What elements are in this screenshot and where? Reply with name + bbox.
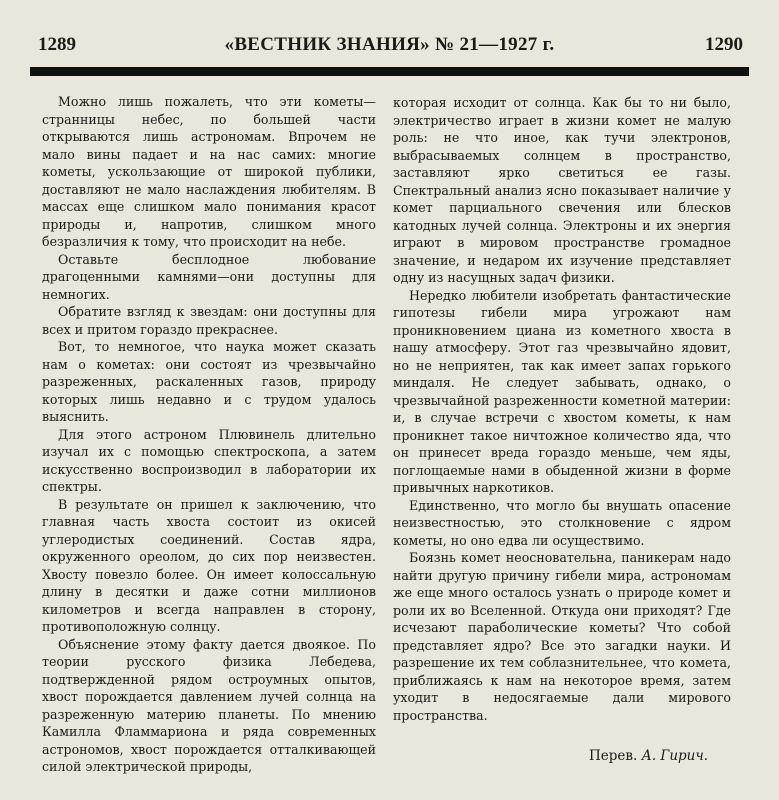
page-number-right: 1290 <box>705 34 743 55</box>
paragraph: Вот, то немногое, что наука может сказать нам о кометах: они состоят из чрезвычайно разреженных, раскаленных газов, природу которых лишь недавно и с трудом удалось выяснить. <box>42 339 376 424</box>
page-header <box>0 26 779 56</box>
paragraph: Единственно, что могло бы внушать опасение неизвестностью, это столкновение с ядром кометы, но оно едва ли осуществимо. <box>393 497 731 548</box>
left-column <box>42 93 376 776</box>
paragraph: Боязнь комет неосновательна, паникерам надо найти другую причину гибели мира, астрономам же еще много осталось узнать о природе комет и роли их во Вселенной. Откуда они приходят? Где исчезают параболические кометы? Что собой представляет ядро? Все это загадки науки. И разрешение их тем соблазнительнее, что комета, приближаясь к нам на некоторое время, затем уходит в недосягаемые дали мирового пространства. <box>393 550 731 723</box>
journal-title: «ВЕСТНИК ЗНАНИЯ» № 21—1927 г. <box>224 34 555 55</box>
paragraph: Можно лишь пожалеть, что эти кометы—странницы небес, по большей части открываются лишь астрономам. Впрочем не мало вины падает и на нас самих: многие кометы, ускользающие от широкой публики, доставляют не мало наслаждения любителям. В массах еще слишком мало понимания красот природы и, напротив, слишком много безразличия к тому, что происходит на небе. <box>42 94 376 249</box>
right-column <box>393 94 731 724</box>
signature-author: А. Гирич. <box>641 748 709 764</box>
paragraph: Нередко любители изобретать фантастические гипотезы гибели мира угрожают нам проникновением циана из кометного хвоста в нашу атмосферу. Этот газ чрезвычайно ядовит, но не неприятен, так как имеет запах горького миндаля. Не следует забывать, однако, о чрезвычайной разреженности кометной материи: и, в случае встречи с хвостом кометы, к нам проникнет такое ничтожное количество яда, что он принесет вреда гораздо меньше, чем яды, поглощаемые нами в обыденной жизни в форме привычных наркотиков. <box>393 287 731 495</box>
paragraph: Оставьте бесплодное любование драгоценными камнями—они доступны для немногих. <box>42 251 376 302</box>
translator-signature <box>589 748 708 764</box>
paragraph: Объяснение этому факту дается двоякое. По теории русского физика Лебедева, подтвержденной рядом остроумных опытов, хвост порождается давлением лучей солнца на разреженную материю планеты. По мнению Камилла Фламмариона и ряда современных астрономов, хвост порождается отталкивающей силой электрической природы, <box>42 636 376 774</box>
paragraph-continued: которая исходит от солнца. Как бы то ни было, электричество играет в жизни комет не малую роль: не что иное, как тучи электронов, выбрасываемых солнцем в пространство, заставляют ярко светиться ее газы. Спектральный анализ ясно показывает наличие у комет парциального свечения или блесков катодных лучей солнца. Электроны и их энергия играют в мировом пространстве громадное значение, и недаром их изучение представляет одну из насущных задач физики. <box>393 95 731 285</box>
signature-prefix: Перев. <box>589 748 638 764</box>
paragraph: В результате он пришел к заключению, что главная часть хвоста состоит из окисей углеродистых соединений. Состав ядра, окруженного ореолом, до сих пор неизвестен. Хвосту повезло более. Он имеет колоссальную длину в десятки и даже сотни миллионов километров и всегда направлен в сторону, противоположную солнцу. <box>42 496 376 634</box>
paragraph: Обратите взгляд к звездам: они доступны для всех и притом гораздо прекраснее. <box>42 304 376 337</box>
paragraph: Для этого астроном Плювинель длительно изучал их с помощью спектроскопа, а затем искусственно воспроизводил в лаборатории их спектры. <box>42 426 376 494</box>
page-number-left: 1289 <box>38 34 76 55</box>
header-rule <box>30 67 749 76</box>
